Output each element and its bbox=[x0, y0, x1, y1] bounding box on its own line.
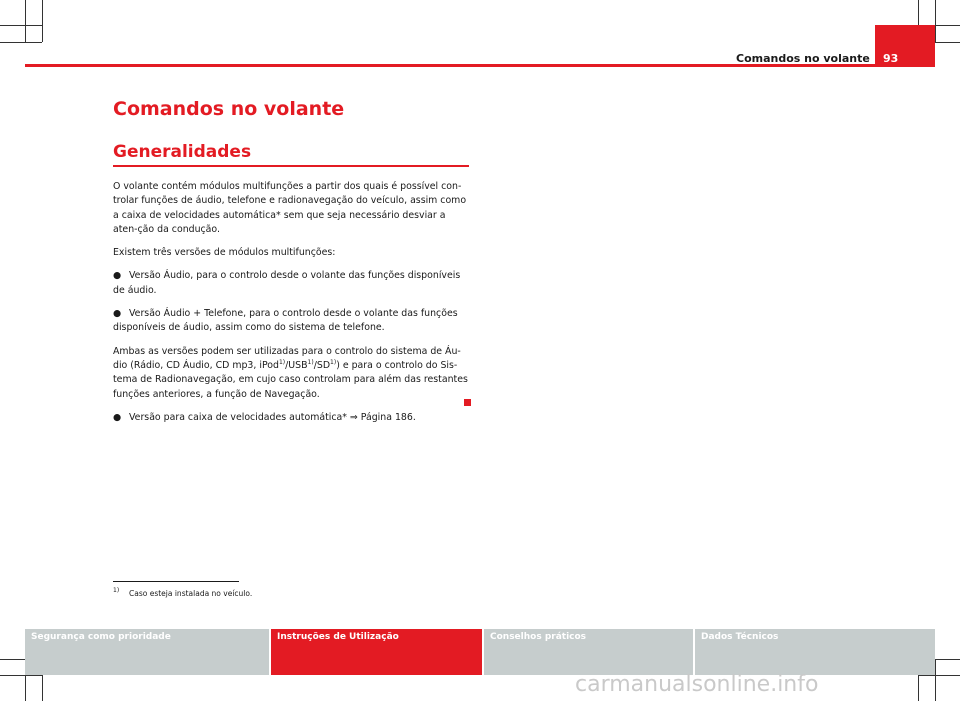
crop-mark bbox=[935, 0, 936, 42]
nav-tab-dados[interactable]: Dados Técnicos bbox=[695, 629, 935, 675]
crop-mark bbox=[0, 675, 42, 676]
page-reference-link[interactable]: Versão para caixa de velocidades automática* ⇒ Página 186. bbox=[129, 411, 416, 423]
bullet-icon: ● bbox=[113, 411, 122, 423]
paragraph-both-versions: Ambas as versões podem ser utilizadas para o controlo do sistema de Áu-dio (Rádio, CD Áudio, CD mp3, iPod$^{1)}$/USB$^{1)}$/SD$^{1)}$) e para o controlo do Sis-tema de Radionavegação, em cujo caso controlam para além das restantes funções anteriores, a função de Navegação. bbox=[113, 345, 468, 400]
crop-mark bbox=[0, 25, 42, 26]
crop-mark bbox=[0, 42, 42, 43]
footnote-mark: 1) bbox=[113, 587, 120, 594]
nav-tab-seguranca[interactable]: Segurança como prioridade bbox=[25, 629, 269, 675]
crop-mark bbox=[25, 0, 26, 42]
body-text bbox=[113, 180, 470, 434]
bullet-icon: ● bbox=[113, 308, 122, 320]
crop-mark bbox=[935, 659, 936, 701]
running-header-title: Comandos no volante bbox=[736, 52, 870, 65]
nav-tab-instrucoes[interactable]: Instruções de Utilização bbox=[271, 629, 482, 675]
footnote-text: Caso esteja instalada no veículo. bbox=[129, 589, 253, 598]
nav-tab-conselhos[interactable]: Conselhos práticos bbox=[484, 629, 693, 675]
paragraph-versions: Existem três versões de módulos multifunções: bbox=[113, 247, 336, 259]
crop-mark bbox=[918, 675, 960, 676]
footnote-ref: 1) bbox=[307, 358, 314, 366]
bullet-icon: ● bbox=[113, 270, 122, 282]
crop-mark bbox=[42, 0, 43, 42]
list-item-automatic bbox=[113, 411, 470, 425]
list-item-audio: ● Versão Áudio, para o controlo desde o volante das funções disponíveis de áudio. bbox=[113, 270, 461, 296]
page-number: 93 bbox=[883, 52, 899, 65]
footnote-rule bbox=[113, 581, 239, 582]
paragraph-intro: O volante contém módulos multifunções a partir dos quais é possível con-trolar funções de áudio, telefone e radionavegação do veículo, assim como a caixa de velocidades automática* sem que seja necessário desviar a aten-ção da condução. bbox=[113, 181, 467, 235]
chapter-title: Comandos no volante bbox=[113, 98, 345, 120]
end-of-section-icon bbox=[464, 399, 471, 406]
section-rule bbox=[113, 165, 469, 167]
footnote bbox=[113, 589, 252, 598]
section-title: Generalidades bbox=[113, 142, 252, 162]
watermark: carmanualsonline.info bbox=[575, 672, 819, 697]
list-item-audio-phone: ● Versão Áudio + Telefone, para o controlo desde o volante das funções disponíveis de áudio, assim como do sistema de telefone. bbox=[113, 308, 458, 334]
footnote-ref: 1) bbox=[278, 358, 286, 366]
footnote-ref: 1) bbox=[330, 358, 337, 366]
